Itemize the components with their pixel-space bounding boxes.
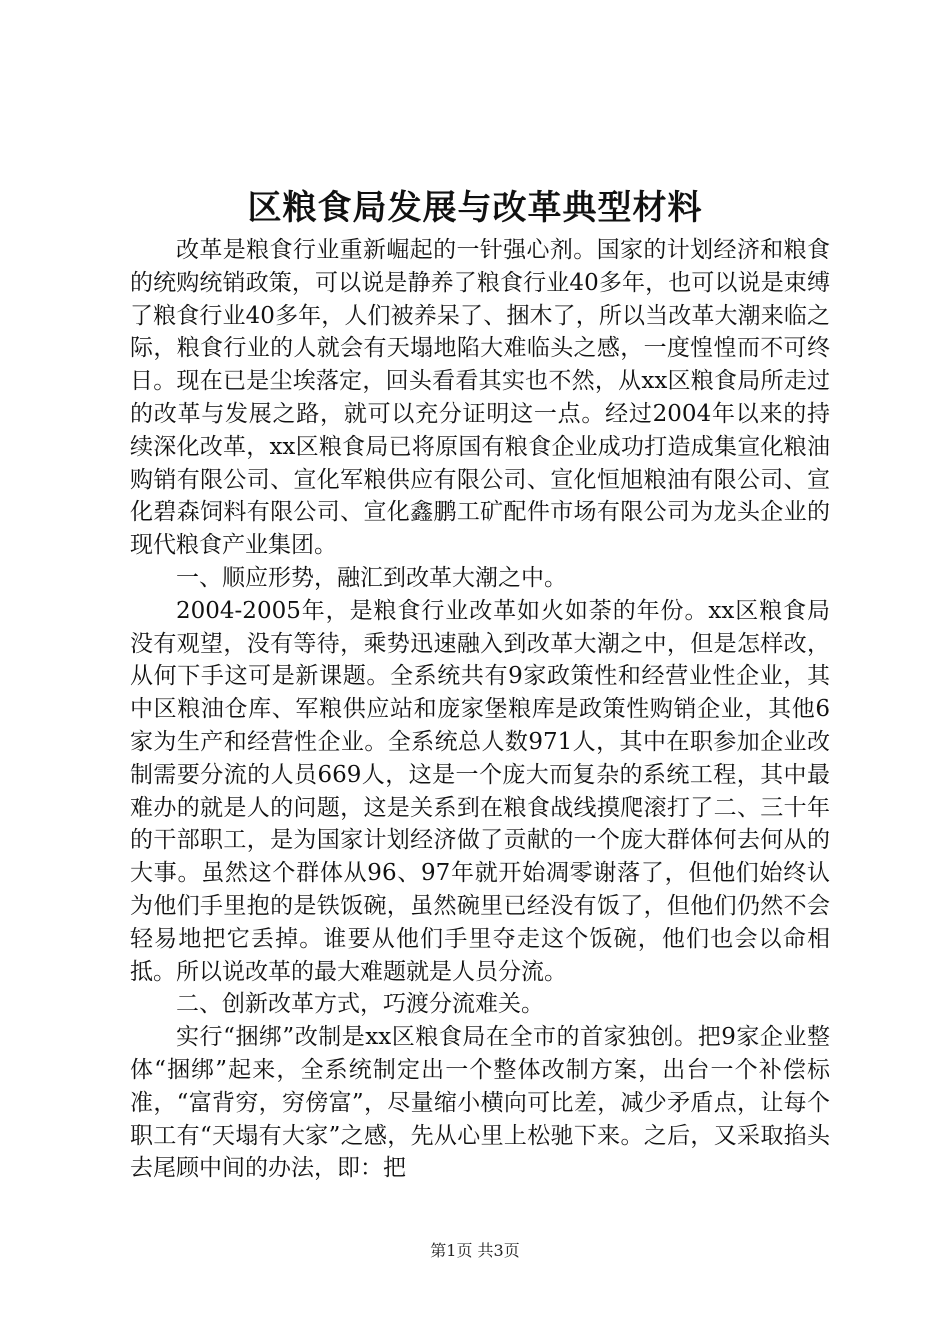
section-heading: 二、创新改革方式，巧渡分流难关。 (176, 991, 544, 1018)
section-heading: 一、顺应形势，融汇到改革大潮之中。 (176, 564, 567, 591)
page-number-footer: 第1页 共3页 (430, 1241, 520, 1260)
body-paragraph: 2004-2005年，是粮食行业改革如火如荼的年份。xx区粮食局没有观望，没有等待，乘势迅速融入到改革大潮之中，但是怎样改，从何下手这可是新课题。全系统共有9家政策性和经营业性企业，其中区粮油仓库、军粮供应站和庞家堡粮库是政策性购销企业，其他6家为生产和经营性企业。全系统总人数971人，其中在职参加企业改制需要分流的人员669人，这是一个庞大而复杂的系统工程，其中最难办的就是人的问题，这是关系到在粮食战线摸爬滚打了二、三十年的干部职工，是为国家计划经济做了贡献的一个庞大群体何去何从的大事。虽然这个群体从96、97年就开始凋零谢落了，但他们始终认为他们手里抱的是铁饭碗，虽然碗里已经没有饭了，但他们仍然不会轻易地把它丢掉。谁要从他们手里夺走这个饭碗，他们也会以命相抵。所以说改革的最大难题就是人员分流。 (130, 597, 830, 985)
body-paragraph: 改革是粮食行业重新崛起的一针强心剂。国家的计划经济和粮食的统购统销政策，可以说是静养了粮食行业40多年，也可以说是束缚了粮食行业40多年，人们被养呆了、捆木了，所以当改革大潮来临之际，粮食行业的人就会有天塌地陷大难临头之感，一度惶惶而不可终日。现在已是尘埃落定，回头看看其实也不然，从xx区粮食局所走过的改革与发展之路，就可以充分证明这一点。经过2004年以来的持续深化改革，xx区粮食局已将原国有粮食企业成功打造成集宣化粮油购销有限公司、宣化军粮供应有限公司、宣化恒旭粮油有限公司、宣化碧森饲料有限公司、宣化鑫鹏工矿配件市场有限公司为龙头企业的现代粮食产业集团。 (130, 237, 830, 559)
document-body (130, 234, 830, 1185)
document-title: 区粮食局发展与改革典型材料 (247, 188, 703, 228)
body-paragraph: 实行“捆绑”改制是xx区粮食局在全市的首家独创。把9家企业整体“捆绑”起来，全系统制定出一个整体改制方案，出台一个补偿标准，“富背穷，穷傍富”，尽量缩小横向可比差，减少矛盾点，让每个职工有“天塌有大家”之感，先从心里上松驰下来。之后，又采取掐头去尾顾中间的办法，即：把 (130, 1024, 830, 1182)
